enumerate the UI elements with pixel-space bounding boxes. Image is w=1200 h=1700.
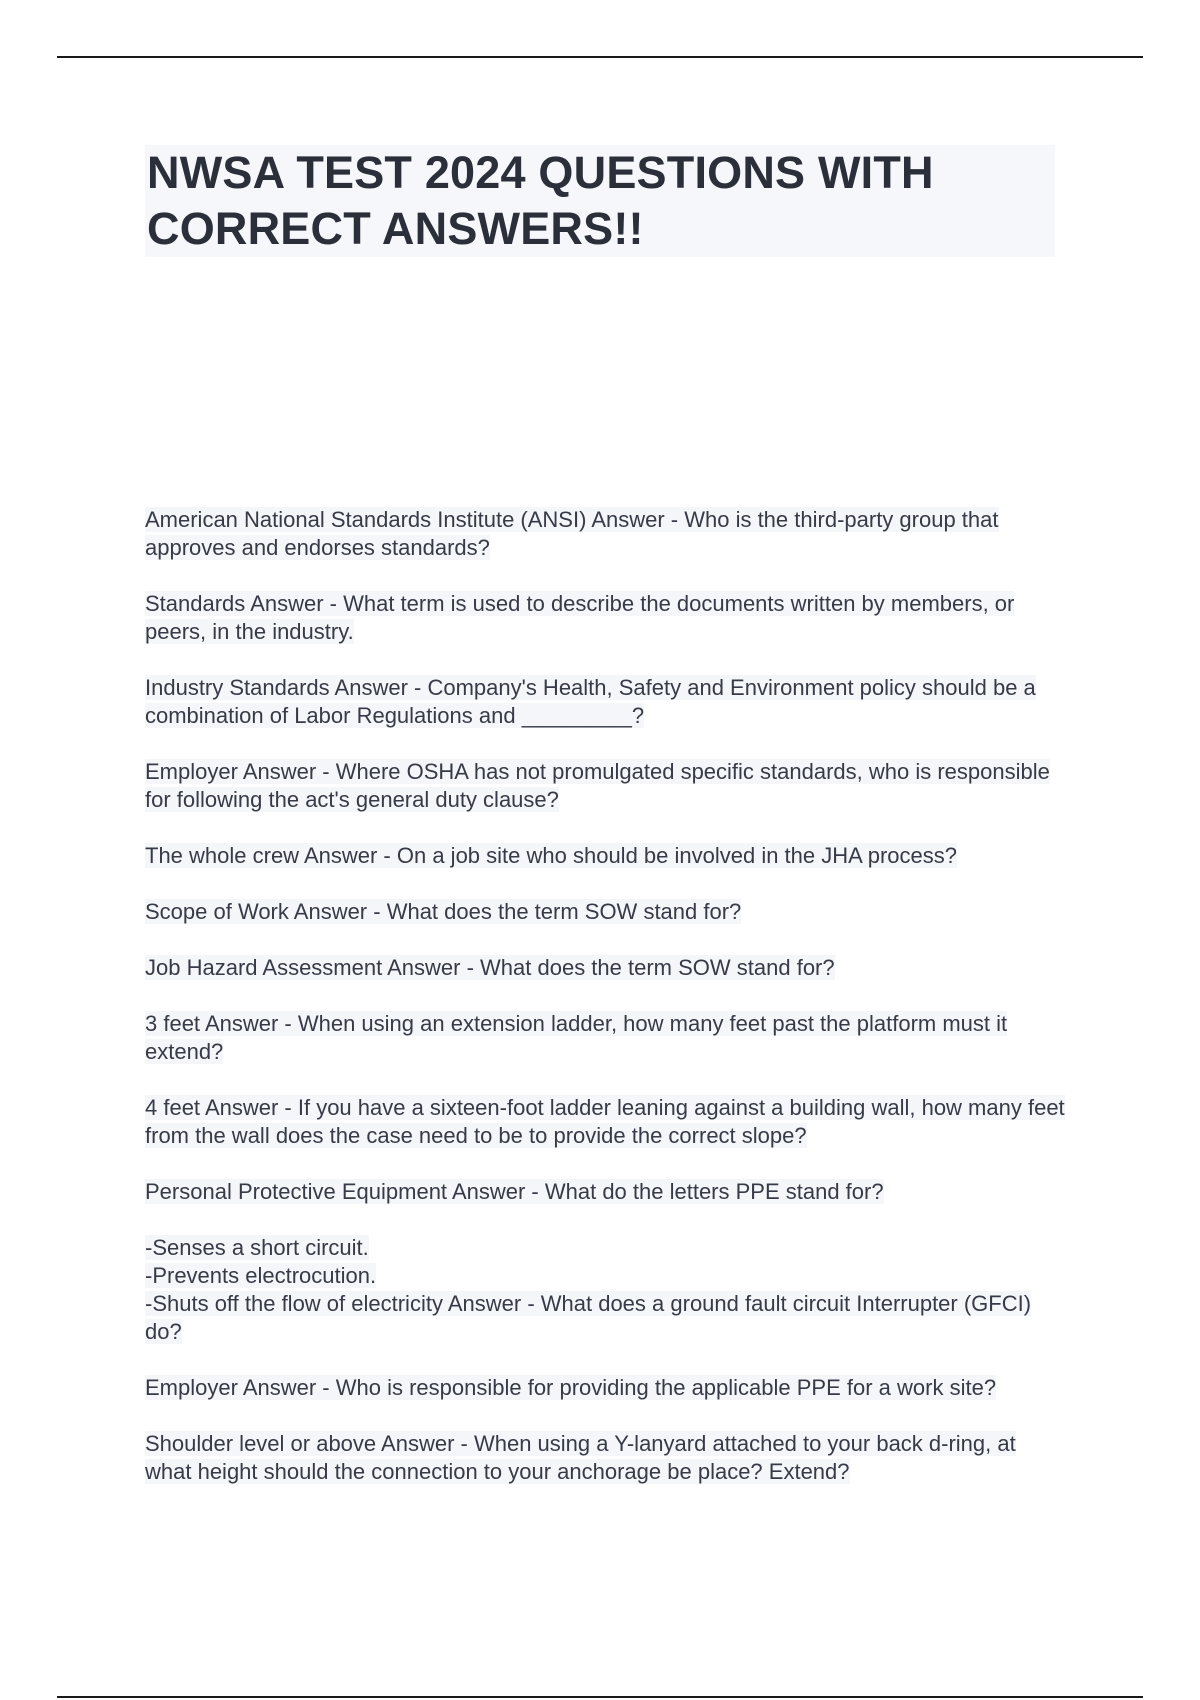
qa-item — [145, 1010, 1065, 1066]
qa-item — [145, 1430, 1065, 1486]
qa-item — [145, 506, 1065, 562]
qa-text: -Senses a short circuit. -Prevents electrocution. -Shuts off the flow of electricity Answer - What does a ground fault circuit Interrupter (GFCI) do? — [145, 1235, 1032, 1344]
qa-text: The whole crew Answer - On a job site who should be involved in the JHA process? — [145, 843, 957, 868]
top-rule — [57, 56, 1143, 58]
qa-text: 4 feet Answer - If you have a sixteen-foot ladder leaning against a building wall, how many feet from the wall does the case need to be to provide the correct slope? — [145, 1095, 1065, 1148]
qa-text: 3 feet Answer - When using an extension ladder, how many feet past the platform must it extend? — [145, 1011, 1008, 1064]
qa-item — [145, 842, 1065, 870]
qa-item — [145, 758, 1065, 814]
qa-item — [145, 898, 1065, 926]
qa-text: Scope of Work Answer - What does the term SOW stand for? — [145, 899, 742, 924]
qa-text: Employer Answer - Where OSHA has not promulgated specific standards, who is responsible for following the act's general duty clause? — [145, 759, 1050, 812]
qa-text: Job Hazard Assessment Answer - What does the term SOW stand for? — [145, 955, 835, 980]
qa-text: Employer Answer - Who is responsible for providing the applicable PPE for a work site? — [145, 1375, 997, 1400]
qa-text: Shoulder level or above Answer - When using a Y-lanyard attached to your back d-ring, at what height should the connection to your anchorage be place? Extend? — [145, 1431, 1016, 1484]
qa-text: Industry Standards Answer - Company's Health, Safety and Environment policy should be a combination of Labor Regulations and _________? — [145, 675, 1036, 728]
qa-item — [145, 1234, 1065, 1346]
qa-text: Standards Answer - What term is used to describe the documents written by members, or peers, in the industry. — [145, 591, 1015, 644]
bottom-rule — [57, 1696, 1143, 1698]
qa-item — [145, 1374, 1065, 1402]
document-title: NWSA TEST 2024 QUESTIONS WITH CORRECT ANSWERS!! — [147, 147, 934, 254]
qa-item — [145, 1178, 1065, 1206]
qa-text: Personal Protective Equipment Answer - What do the letters PPE stand for? — [145, 1179, 884, 1204]
qa-item — [145, 1094, 1065, 1150]
title-block — [145, 145, 1055, 257]
qa-list — [145, 506, 1065, 1514]
qa-item — [145, 674, 1065, 730]
qa-item — [145, 954, 1065, 982]
qa-item — [145, 590, 1065, 646]
qa-text: American National Standards Institute (ANSI) Answer - Who is the third-party group that approves and endorses standards? — [145, 507, 999, 560]
